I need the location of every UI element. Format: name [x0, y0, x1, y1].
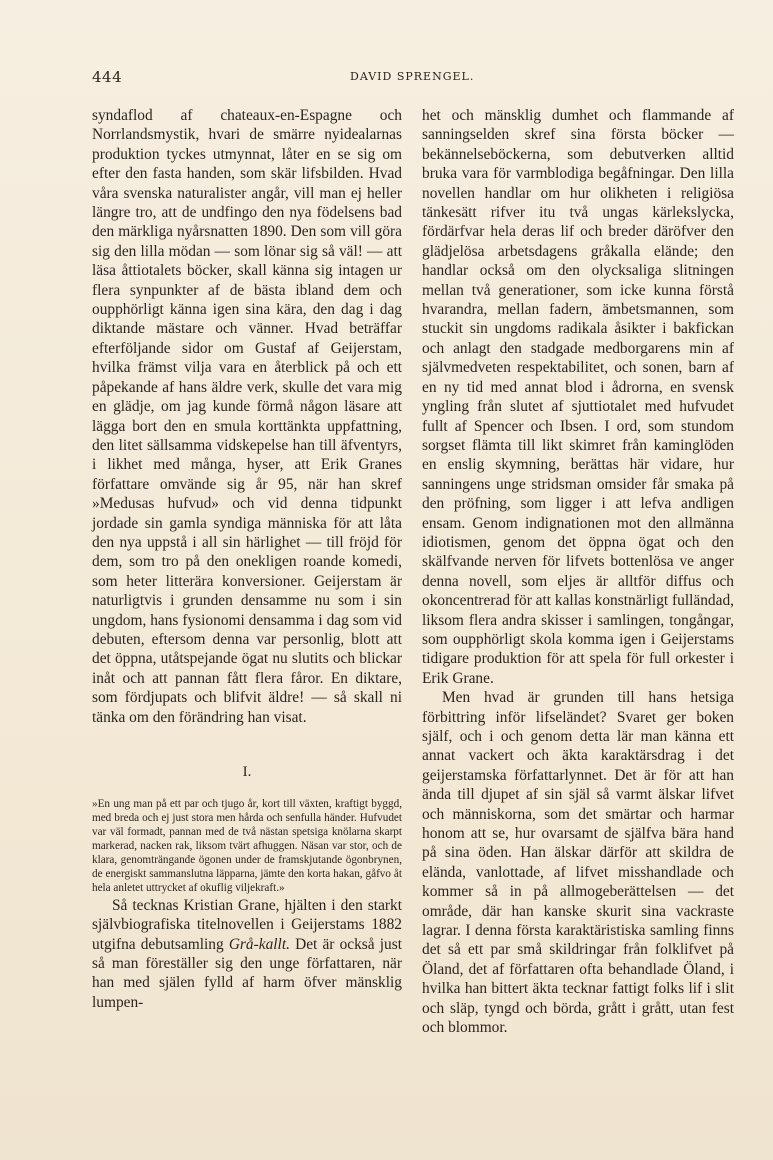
left-paragraph-2 [92, 896, 402, 1012]
para2-end: Det är också just så man föreställer sig den unge författaren, när han med själen fylld af harm öfver mänsklig lumpen- [92, 935, 402, 1011]
left-column [92, 106, 402, 1012]
right-paragraph-2: Men hvad är grunden till hans hetsiga förbittring inför lifseländet? Svaret ger boken själf, och i och genom detta lär man känna ett annat vackert och äkta karaktärsdrag i det geijerstamska författarlynnet. Det är för att han ända till djupet af sin själ så varmt älskar lifvet och människorna, som det smärtar och harmar honom att se, hur ovarsamt de själfva bära hand på sina öden. Han älskar därför att skildra de elända, vanlottade, af lifvet misshandlade och kommer så in på allmogeberättelsen — det område, där han kanske skurit sina vackraste lagrar. I denna första karaktäristiska samling finns det så ett par små skildringar från folklifvet på Öland, det af författaren ofta behandlade Öland, i hvilka han bittert äkta tecknar fattigt folks lif i slit och släp, tyngd och börda, grått i grått, utan fest och blommor. [422, 689, 734, 1037]
block-quote: »En ung man på ett par och tjugo år, kort till växten, kraftigt byggd, med breda och ej just stora men hårda och senfulla händer. Hufvudet var väl formadt, pannan med de två nästan spetsiga knölarna skarpt markerad, nacken rak, liksom tvärt afhuggen. Näsan var stor, och de klara, genomträngande ögonen under de framskjutande ögonbrynen, de energiskt sammanslutna läpparna, jämte den korta hakan, gåfvo åt hela anletet uttrycket af okuflig viljekraft.» [92, 798, 402, 894]
page-number: 444 [92, 68, 123, 86]
running-title: DAVID SPRENGEL. [350, 70, 475, 83]
right-column [422, 106, 734, 1038]
page-header [92, 68, 733, 88]
section-number: I. [242, 764, 252, 780]
book-title-grakallt: Grå-kallt. [228, 935, 290, 953]
left-paragraph-1: syndaflod af chateaux-en-Espagne och Norrlandsmystik, hvari de smärre nyidealarnas produktion tyckes utmynnat, låter en se sig om efter den fasta handen, som skär lifsbilden. Hvad våra svenska naturalister angår, vill man ej heller längre tro, att de undfingo den nya födelsens bad den märkliga nyårsnatten 1890. Den som vill göra sig den lilla mödan — som lönar sig så väl! — att läsa åttiotalets böcker, skall känna sig intagen ur flera synpunkter af de bästa ibland dem och oupphörligt känna igen sina kära, den dag i dag diktande mästare och vänner. Hvad beträffar efterföljande sidor om Gustaf af Geijerstam, hvilka främst vilja vara en återblick på och ett påpekande af hans äldre verk, skulle det vara mig en glädje, om jag kunde förmå någon läsare att lägga bort den en smula korttänkta uppfattning, den litet sällsamma vidskepelse han till äfventyrs, i likhet med många, hyser, att Erik Granes författare omvände sig år 95, när han skref »Medusas hufvud» och vid denna tidpunkt jordade sin gamla syndiga människa för att låta den nya uppstå i all sin härlighet — till fröjd för dem, som tro på den onekligen roande komedi, som heter litterära konversioner. Geijerstam är naturligtvis i grunden densamme nu som i sin ungdom, hans fysionomi densamma i dag som vid debuten, eftersom denna var personlig, blott att det öppna, utåtspejande ögat nu slutits och blickar inåt och att pannan fått flera fåror. En diktare, som fördjupats och blifvit äldre! — så skall ni tänka om den förändring han visat. [92, 107, 402, 726]
para2-start: Så tecknas Kristian Grane, hjälten i den starkt självbiografiska titelnovellen i Geijerstams 1882 utgifna debutsamling [92, 896, 402, 953]
right-paragraph-1: het och mänsklig dumhet och flammande af sanningselden skref sina första böcker — bekännelseböckerna, som debutverken alltid bruka vara för varmblodiga begåfningar. Den lilla novellen handlar om hur olikheten i religiösa tänkesätt rifver itu två ungas kärlekslycka, fördärfvar hela deras lif och breder däröfver den glädjelösa arbetsdagens gråkalla elände; den handlar också om den olycksaliga slitningen mellan två generationer, som icke kunna förstå hvarandra, mellan fadern, ämbetsmannen, som stuckit sin ungdoms radikala åsikter i bakfickan och anlagt den stadgade medborgarens min af självmedveten respektabilitet, och sonen, barn af en ny tid med annat blod i ådrorna, en svensk yngling från slutet af sjuttiotalet med hufvudet fullt af Spencer och Ibsen. I ord, som stundom sorgset flämta till likt skimret från kaminglöden en enslig skymning, berättas här vidare, hur sanningens unge stridsman omsider får smaka på den pröfning, som ligger i att lefva andligen ensam. Genom indignationen mot den allmänna idiotismen, genom det öppna ögat och den skälfvande nerven för lifvets bottenlösa ve anger denna novell, som eljes är alltför diffus och okoncentrerad för att kallas konstnärligt fulländad, liksom flera andra skisser i samlingen, tongångar, som oupphörligt skola komma igen i Geijerstams tidigare produktion för att spela för full orkester i Erik Grane. [422, 107, 734, 687]
